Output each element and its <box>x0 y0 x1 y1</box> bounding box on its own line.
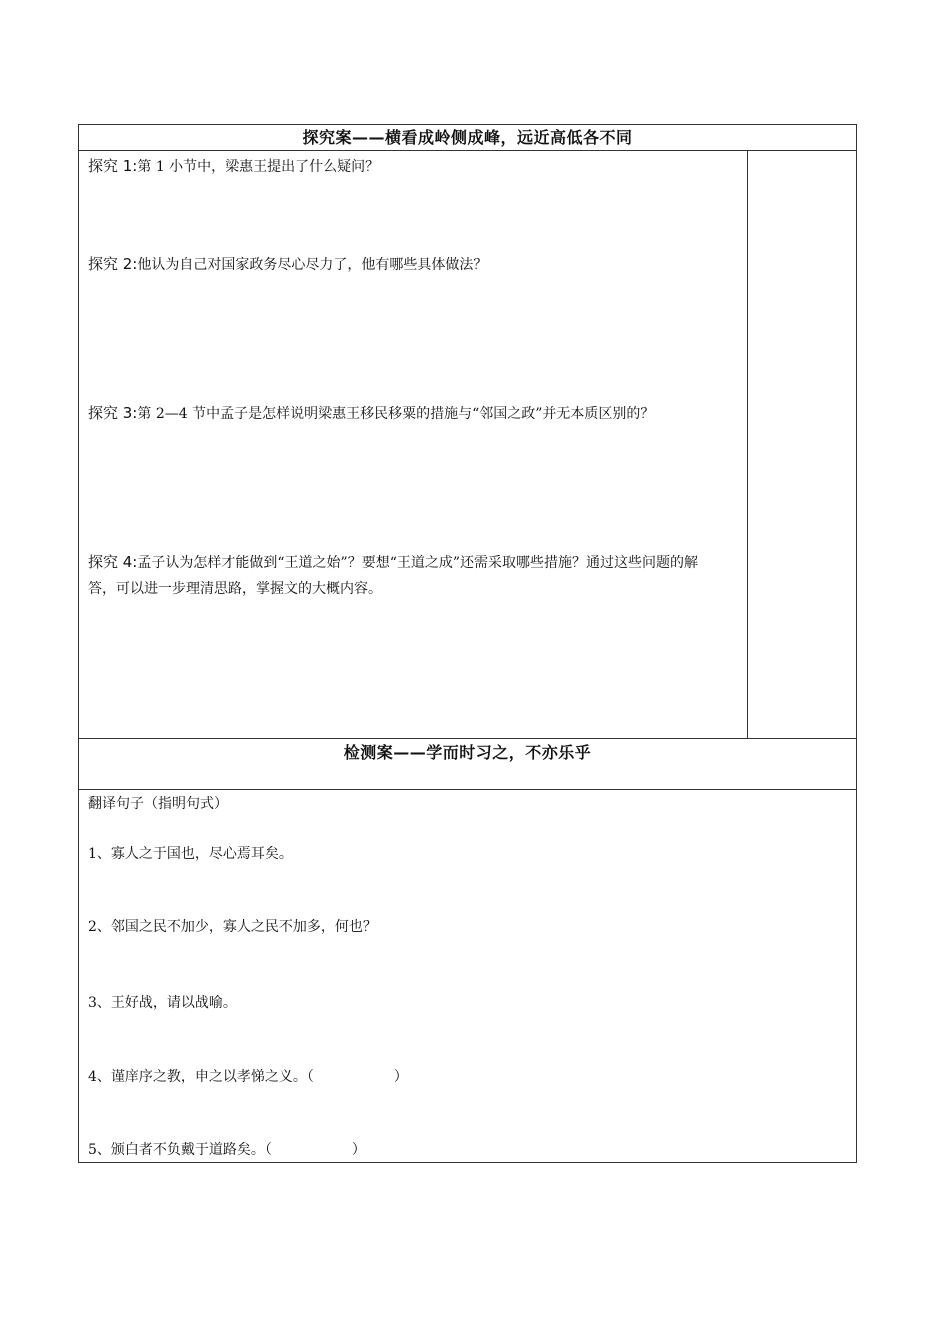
inquiry-label: 探究 4: <box>88 553 138 571</box>
test-header-cell <box>79 739 857 790</box>
inquiry-question-1 <box>88 153 725 180</box>
inquiry-label: 探究 1: <box>88 157 138 175</box>
inquiry-question-2 <box>88 251 725 278</box>
translation-item-5 <box>88 1140 366 1160</box>
inquiry-question-3 <box>88 400 725 427</box>
inquiry-label: 探究 2: <box>88 255 138 273</box>
inquiry-questions-cell <box>79 151 748 739</box>
translation-item-3: 3、王好战，请以战喻。 <box>88 995 237 1011</box>
translation-item-1: 1、寡人之于国也，尽心焉耳矣。 <box>88 846 293 862</box>
inquiry-text: 他认为自己对国家政务尽心尽力了，他有哪些具体做法？ <box>137 257 488 273</box>
notes-column[interactable] <box>748 151 857 739</box>
translation-item-4 <box>88 1067 408 1087</box>
close-paren: ） <box>351 1142 366 1158</box>
close-paren: ） <box>393 1069 408 1085</box>
worksheet-table <box>78 124 857 1163</box>
translation-item-4-text: 4、谨庠序之教，申之以孝悌之义。（ <box>88 1069 314 1085</box>
test-header: 检测案——学而时习之，不亦乐乎 <box>343 743 592 762</box>
translation-item-2: 2、邻国之民不加少，寡人之民不加多，何也？ <box>88 919 377 935</box>
worksheet <box>78 124 856 1164</box>
inquiry-label: 探究 3: <box>88 404 138 422</box>
translation-cell <box>79 790 857 1163</box>
translation-intro: 翻译句子（指明句式） <box>88 796 228 812</box>
inquiry-text: 孟子认为怎样才能做到“王道之始”？要想“王道之成”还需采取哪些措施？通过这些问题的解答，可以进一步理清思路，掌握文的大概内容。 <box>88 555 699 597</box>
translation-item-5-text: 5、颁白者不负戴于道路矣。（ <box>88 1142 272 1158</box>
inquiry-text: 第 2—4 节中孟子是怎样说明梁惠王移民移粟的措施与“邻国之政”并无本质区别的？ <box>137 406 655 422</box>
inquiry-header: 探究案——横看成岭侧成峰，远近高低各不同 <box>79 125 857 151</box>
inquiry-question-4 <box>88 549 725 602</box>
inquiry-text: 第 1 小节中，梁惠王提出了什么疑问？ <box>137 159 380 175</box>
